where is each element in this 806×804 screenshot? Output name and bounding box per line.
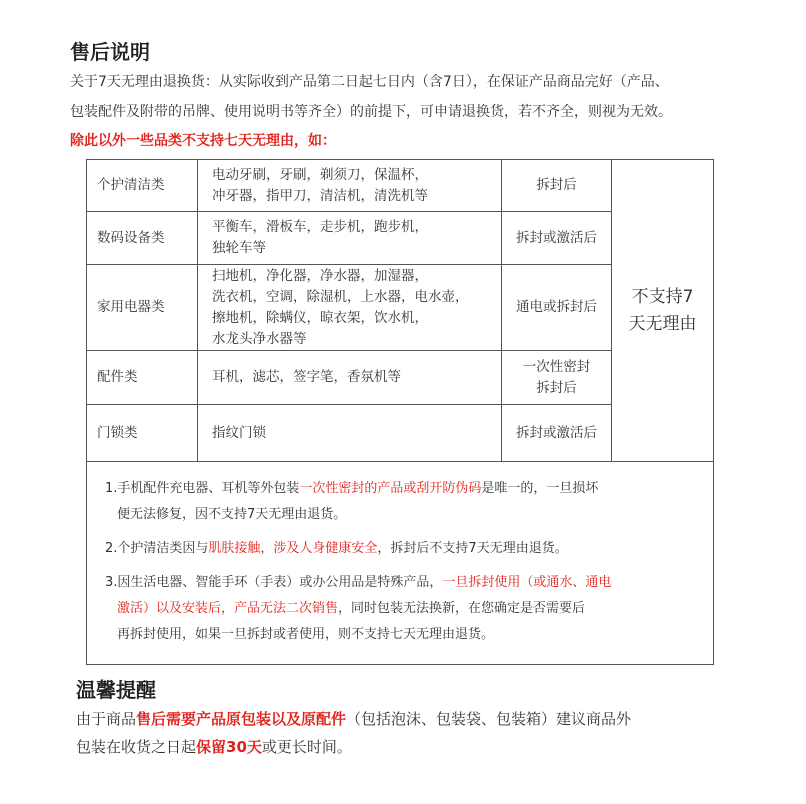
category-cell: 门锁类 — [87, 405, 198, 462]
condition-cell: 一次性密封 拆封后 — [502, 351, 612, 405]
notes-row — [87, 462, 714, 665]
reminder-title: 温馨提醒 — [76, 678, 156, 702]
after-sales-intro-line1: 关于7天无理由退换货：从实际收到产品第二日起七日内（含7日），在保证产品商品完好（产品、 — [70, 74, 669, 90]
exception-notice: 除此以外一些品类不支持七天无理由，如： — [70, 133, 336, 149]
note-3: 3.因生活电器、智能手环（手表）或办公用品是特殊产品，一旦拆封使用（或通水、通电 激活）以及安装后，产品无法二次销售，同时包装无法换新，在您确定是否需要后 再拆封使用，如果一旦拆封或者使用，则不支持七天无理由退货。 — [105, 575, 612, 642]
items-cell: 电动牙刷，牙刷，剃须刀，保温杯， 冲牙器，指甲刀，清洁机，清洗机等 — [198, 160, 502, 212]
not-supported-cell: 不支持7 天无理由 — [612, 160, 714, 462]
note-2: 2.个护清洁类因与肌肤接触，涉及人身健康安全，拆封后不支持7天无理由退货。 — [105, 541, 568, 556]
condition-cell: 通电或拆封后 — [502, 265, 612, 351]
note-1-highlight: 一次性密封的产品或刮开防伪码 — [299, 481, 482, 496]
table-row — [87, 160, 714, 212]
after-sales-title: 售后说明 — [70, 40, 150, 64]
category-cell: 个护清洁类 — [87, 160, 198, 212]
items-cell: 扫地机，净化器，净水器，加湿器， 洗衣机，空调，除湿机，上水器，电水壶， 擦地机，除螨仪，晾衣架，饮水机， 水龙头净水器等 — [198, 265, 502, 351]
items-cell: 平衡车，滑板车，走步机，跑步机， 独轮车等 — [198, 212, 502, 265]
items-cell: 耳机，滤芯，签字笔，香氛机等 — [198, 351, 502, 405]
condition-cell: 拆封后 — [502, 160, 612, 212]
category-cell: 数码设备类 — [87, 212, 198, 265]
note-2-highlight: 肌肤接触，涉及人身健康安全 — [208, 541, 378, 556]
condition-cell: 拆封或激活后 — [502, 212, 612, 265]
policy-table — [86, 159, 714, 665]
notes-cell — [87, 462, 714, 665]
note-3-highlight-2: 激活）以及安装后，产品无法二次销售 — [117, 601, 339, 616]
note-1: 1.手机配件充电器、耳机等外包装一次性密封的产品或刮开防伪码是唯一的，一旦损坏 便无法修复，因不支持7天无理由退货。 — [105, 481, 599, 522]
reminder-line2: 包装在收货之日起保留30天或更长时间。 — [76, 738, 352, 756]
condition-cell: 拆封或激活后 — [502, 405, 612, 462]
reminder-highlight-1: 售后需要产品原包装以及原配件 — [136, 710, 347, 728]
category-cell: 配件类 — [87, 351, 198, 405]
items-cell: 指纹门锁 — [198, 405, 502, 462]
note-3-highlight-1: 一旦拆封使用（或通水、通电 — [442, 575, 612, 590]
reminder-highlight-2: 保留30天 — [196, 738, 262, 756]
after-sales-intro-line2: 包装配件及附带的吊牌、使用说明书等齐全）的前提下，可申请退换货，若不齐全，则视为无效。 — [70, 104, 672, 120]
reminder-line1: 由于商品售后需要产品原包装以及原配件（包括泡沫、包装袋、包装箱）建议商品外 — [76, 710, 632, 728]
category-cell: 家用电器类 — [87, 265, 198, 351]
